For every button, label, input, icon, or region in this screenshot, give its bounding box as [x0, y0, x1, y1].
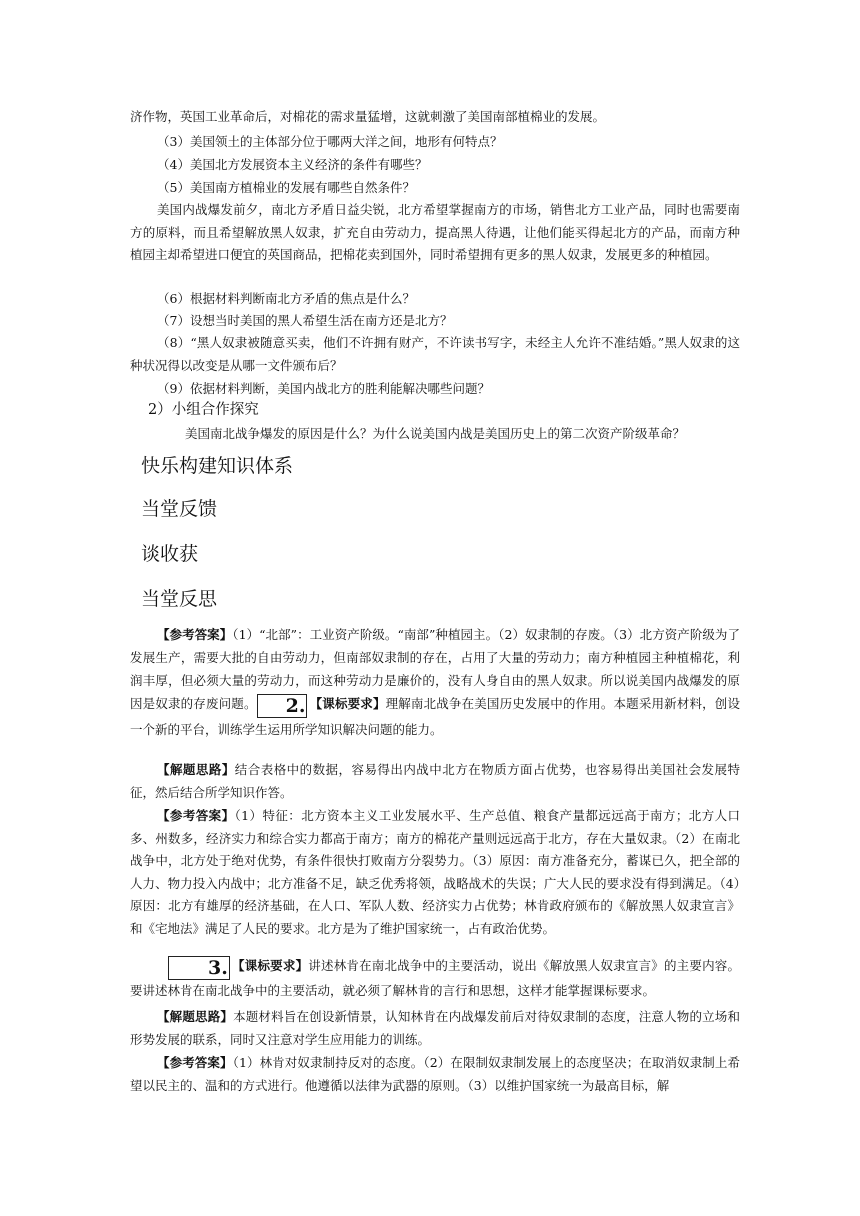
answer-text: （1）特征：北方资本主义工业发展水平、生产总值、粮食产量都远远高于南方；北方人口多、州数多，经济实力和综合实力都高于南方；南方的棉花产量则远远高于北方，存在大量奴隶。（2）在南北战争中，北方处于绝对优势，有条件很快打败南方分裂势力。（3）原因：南方准备充分，蓄谋已久，把全部的人力、物力投入内战中；北方准备不足，缺乏优秀将领，战略战术的失误；广大人民的要求没有得到满足。（4）原因：北方有雄厚的经济基础，在人口、军队人数、经济实力占优势；林肯政府颁布的《解放黑人奴隶宣言》和《宅地法》满足了人民的要求。北方是为了维护国家统一，占有政治优势。 [130, 808, 740, 936]
question-3: （3）美国领土的主体部分位于哪两大洋之间，地形有何特点？ [157, 134, 503, 149]
answer-text: （1）“北部”：工业资产阶级。“南部”种植园主。（2）奴隶制的存废。（3）北方资产阶级为了发展生产，需要大批的自由劳动力，但南部奴隶制的存在，占用了大量的劳动力；南方种植园主种植棉花，利润丰厚，但必须大量的劳动力，而这种劳动力是廉价的，没有人身自由的黑人奴隶。所以说美国内战爆发的原因是奴隶的存废问题。 [130, 627, 740, 711]
requirement-text: 讲述林肯在南北战争中的主要活动，说出《解放黑人奴隶宣言》的主要内容。要讲述林肯在南北战争中的主要活动，就必须了解林肯的言行和思想，这样才能掌握课标要求。 [130, 958, 740, 998]
question-9: （9）依据材料判断，美国内战北方的胜利能解决哪些问题？ [157, 381, 490, 396]
idea-text: 结合表格中的数据，容易得出内战中北方在物质方面占优势，也容易得出美国社会发展特征，然后结合所学知识作答。 [130, 762, 740, 800]
answer-1 [130, 623, 740, 741]
item-number-2: 2. [257, 694, 308, 718]
idea-text: 本题材料旨在创设新情景，认知林肯在内战爆发前后对待奴隶制的态度，注意人物的立场和形势发展的联系，同时又注意对学生应用能力的训练。 [130, 1009, 740, 1047]
item-number-3: 3. [168, 956, 230, 980]
heading-reflection: 当堂反思 [141, 588, 218, 610]
heading-knowledge: 快乐构建知识体系 [141, 455, 294, 477]
heading-harvest: 谈收获 [141, 543, 199, 565]
answer-3 [130, 1052, 740, 1097]
idea-3 [130, 1006, 740, 1051]
answer-text: （1）林肯对奴隶制持反对的态度。（2）在限制奴隶制发展上的态度坚决；在取消奴隶制上希望以民主的、温和的方式进行。他遵循以法律为武器的原则。（3）以维护国家统一为最高目标，解 [130, 1055, 740, 1093]
answer-2 [130, 805, 740, 940]
requirement-label: 【课标要求】 [231, 958, 309, 973]
question-5: （5）美国南方植棉业的发展有哪些自然条件？ [157, 180, 415, 195]
idea-2 [130, 759, 740, 804]
question-8: （8）“黑人奴隶被随意买卖，他们不许拥有财产，不许读书写字，未经主人允许不准结婚。”黑人奴隶的这种状况得以改变是从哪一文件颁布后？ [130, 335, 740, 373]
idea-label: 【解题思路】 [157, 1009, 234, 1024]
answer-label: 【参考答案】 [157, 1055, 233, 1070]
answer-label: 【参考答案】 [157, 808, 235, 823]
requirement-3 [130, 955, 740, 1003]
idea-label: 【解题思路】 [157, 762, 235, 777]
group-question: 美国南北战争爆发的原因是什么？为什么说美国内战是美国历史上的第二次资产阶级革命？ [185, 426, 686, 441]
requirement-text: 理解南北战争在美国历史发展中的作用。本题采用新材料，创设一个新的平台，训练学生运用所学知识解决问题的能力。 [130, 696, 740, 737]
question-7: （7）设想当时美国的黑人希望生活在南方还是北方？ [157, 313, 453, 328]
question-4: （4）美国北方发展资本主义经济的条件有哪些？ [157, 157, 428, 172]
heading-feedback: 当堂反馈 [141, 498, 218, 520]
group-title: 2）小组合作探究 [148, 402, 259, 418]
question-6: （6）根据材料判断南北方矛盾的焦点是什么？ [157, 291, 415, 306]
material-paragraph: 美国内战爆发前夕，南北方矛盾日益尖锐，北方希望掌握南方的市场，销售北方工业产品，同时也需要南方的原料，而且希望解放黑人奴隶，扩充自由劳动力，提高黑人待遇，让他们能买得起北方的产品，而南方种植园主却希望进口便宜的英国商品，把棉花卖到国外，同时希望拥有更多的黑人奴隶，发展更多的种植园。 [130, 202, 740, 262]
text-line: 济作物，英国工业革命后，对棉花的需求量猛增，这就刺激了美国南部植棉业的发展。 [130, 109, 606, 124]
requirement-label: 【课标要求】 [309, 696, 386, 711]
answer-label: 【参考答案】 [157, 627, 233, 642]
